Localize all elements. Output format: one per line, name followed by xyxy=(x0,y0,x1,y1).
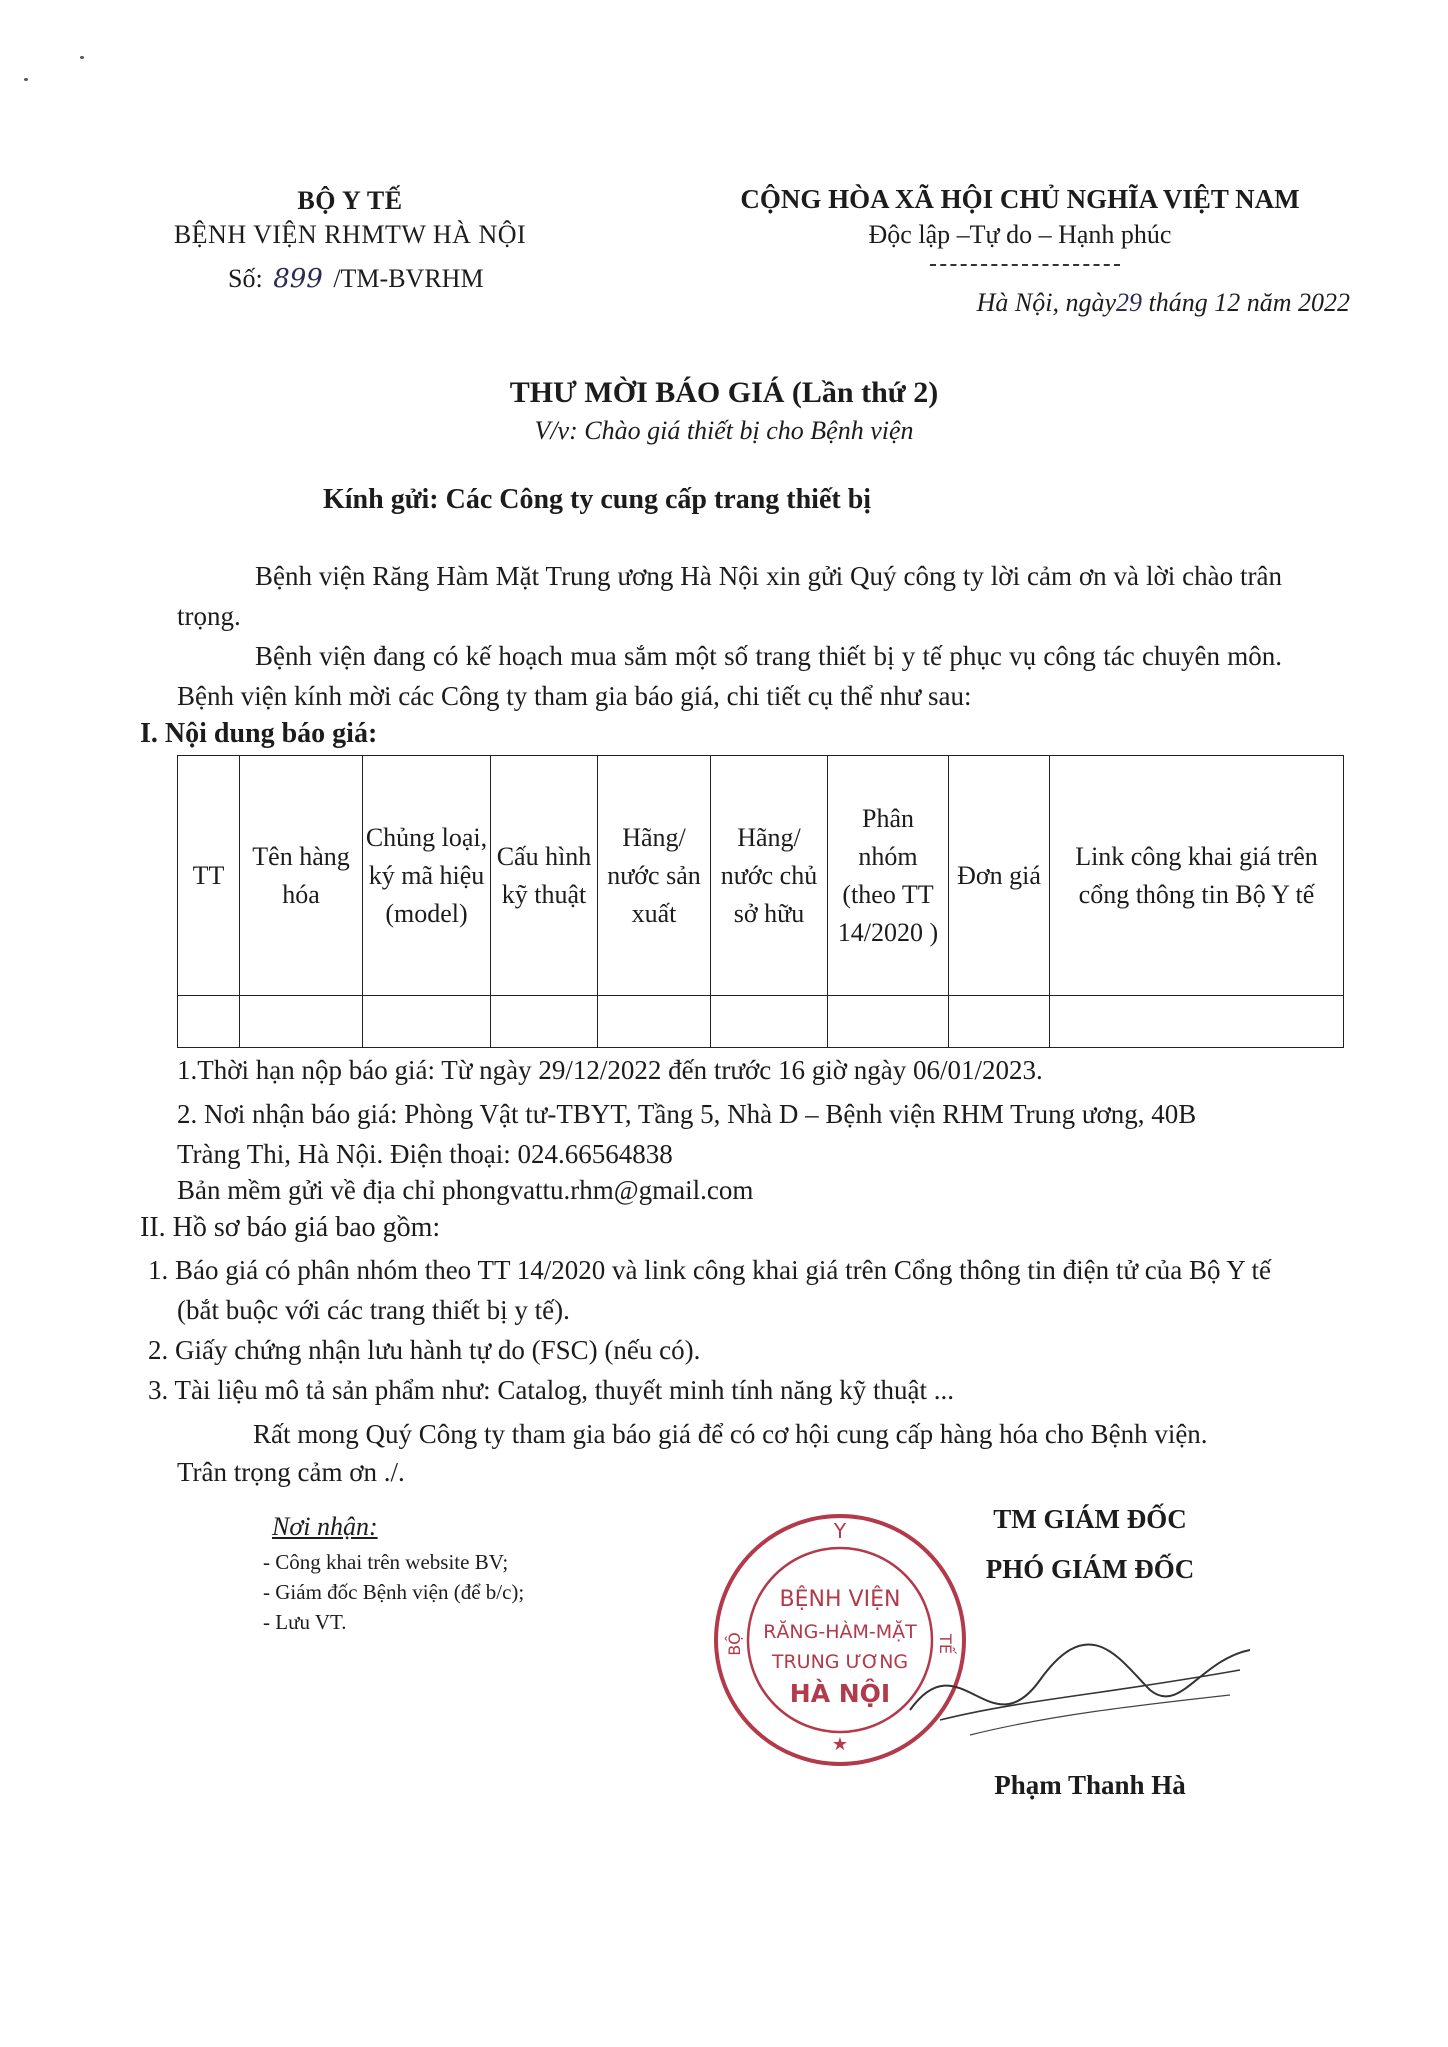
recipient-item: - Giám đốc Bệnh viện (để b/c); xyxy=(263,1580,525,1604)
greeting: Kính gửi: Các Công ty cung cấp trang thiết bị xyxy=(323,484,872,515)
paragraph-thanks: Bệnh viện Răng Hàm Mặt Trung ương Hà Nội xin gửi Quý công ty lời cảm ơn và lời chào trân trọng. xyxy=(177,561,1282,631)
national-motto: Độc lập –Tự do – Hạnh phúc xyxy=(868,220,1172,249)
date-line xyxy=(880,288,1350,318)
quote-table xyxy=(177,755,1344,1048)
doc-no-prefix: Số: xyxy=(228,264,263,293)
table-cell xyxy=(240,996,363,1048)
national-title: CỘNG HÒA XÃ HỘI CHỦ NGHĨA VIỆT NAM xyxy=(740,184,1300,214)
col-header-group: Phân nhóm (theo TT 14/2020 ) xyxy=(828,756,949,996)
date-day-handwritten: 29 xyxy=(1116,288,1142,317)
requirement-2: 2. Giấy chứng nhận lưu hành tự do (FSC) (nếu có). xyxy=(148,1335,701,1365)
table-header-row xyxy=(178,756,1344,996)
signer-name: Phạm Thanh Hà xyxy=(994,1770,1186,1800)
closing-line-2: Trân trọng cảm ơn ./. xyxy=(177,1457,405,1487)
doc-no-suffix: /TM-BVRHM xyxy=(333,264,484,293)
motto-divider xyxy=(930,264,1120,266)
requirement-1-cont: (bắt buộc với các trang thiết bị y tế). xyxy=(177,1295,570,1325)
handwritten-signature xyxy=(900,1600,1260,1750)
col-header-owner: Hãng/ nước chủ sở hữu xyxy=(711,756,828,996)
table-cell xyxy=(363,996,491,1048)
requirement-1: 1. Báo giá có phân nhóm theo TT 14/2020 và link công khai giá trên Cổng thông tin điện tử của Bộ Y tế xyxy=(148,1255,1271,1285)
date-suffix: tháng 12 năm 2022 xyxy=(1148,288,1350,317)
col-header-config: Cấu hình kỹ thuật xyxy=(491,756,598,996)
section-2-heading: II. Hồ sơ báo giá bao gồm: xyxy=(140,1212,441,1243)
agency-ministry: BỘ Y TẾ xyxy=(297,186,403,215)
table-cell xyxy=(828,996,949,1048)
email-line: Bản mềm gửi về địa chỉ phongvattu.rhm@gmail.com xyxy=(177,1175,754,1205)
section-1-heading: I. Nội dung báo giá: xyxy=(140,718,378,749)
paragraph-invitation: Bệnh viện đang có kế hoạch mua sắm một số trang thiết bị y tế phục vụ công tác chuyên môn. Bệnh viện kính mời các Công ty tham gia báo giá, chi tiết cụ thể như sau: xyxy=(177,641,1282,711)
recipients-title: Nơi nhận: xyxy=(272,1512,378,1541)
address-line-2: Tràng Thi, Hà Nội. Điện thoại: 024.66564838 xyxy=(177,1139,673,1169)
col-header-tt: TT xyxy=(178,756,240,996)
requirement-3: 3. Tài liệu mô tả sản phẩm như: Catalog, thuyết minh tính năng kỹ thuật ... xyxy=(148,1375,955,1405)
table-cell xyxy=(711,996,828,1048)
document-title: THƯ MỜI BÁO GIÁ (Lần thứ 2) xyxy=(509,376,939,409)
closing-line-1: Rất mong Quý Công ty tham gia báo giá để có cơ hội cung cấp hàng hóa cho Bệnh viện. xyxy=(253,1419,1208,1449)
table-cell xyxy=(949,996,1050,1048)
agency-hospital: BỆNH VIỆN RHMTW HÀ NỘI xyxy=(173,220,527,249)
signature-title-2: PHÓ GIÁM ĐỐC xyxy=(985,1554,1195,1584)
table-cell xyxy=(178,996,240,1048)
stamp-line-1: BỆNH VIỆN xyxy=(779,1587,901,1612)
col-header-link: Link công khai giá trên cổng thông tin Bộ Y tế xyxy=(1050,756,1344,996)
scan-speck xyxy=(24,78,28,81)
deadline-line: 1.Thời hạn nộp báo giá: Từ ngày 29/12/2022 đến trước 16 giờ ngày 06/01/2023. xyxy=(177,1055,1043,1085)
col-header-manufacturer: Hãng/ nước sản xuất xyxy=(598,756,711,996)
address-line-1: 2. Nơi nhận báo giá: Phòng Vật tư-TBYT, Tầng 5, Nhà D – Bệnh viện RHM Trung ương, 40B xyxy=(177,1099,1197,1129)
stamp-ring-right: TẾ xyxy=(936,1634,955,1654)
document-subtitle: V/v: Chào giá thiết bị cho Bệnh viện xyxy=(534,416,914,445)
signature-title-1: TM GIÁM ĐỐC xyxy=(993,1504,1187,1534)
table-cell xyxy=(598,996,711,1048)
date-prefix: Hà Nội, ngày xyxy=(976,288,1116,317)
col-header-price: Đơn giá xyxy=(949,756,1050,996)
stamp-ring-top: Y xyxy=(833,1519,847,1543)
table-cell xyxy=(1050,996,1344,1048)
table-row xyxy=(178,996,1344,1048)
scan-speck xyxy=(80,56,84,59)
stamp-ring-left: BỘ xyxy=(725,1632,744,1656)
stamp-star-icon: ★ xyxy=(831,1734,849,1755)
col-header-model: Chủng loại, ký mã hiệu (model) xyxy=(363,756,491,996)
recipient-item: - Lưu VT. xyxy=(263,1610,347,1634)
stamp-line-4: HÀ NỘI xyxy=(789,1679,891,1708)
stamp-line-2: RĂNG-HÀM-MẶT xyxy=(763,1621,917,1643)
document-number xyxy=(228,264,484,294)
col-header-name: Tên hàng hóa xyxy=(240,756,363,996)
stamp-line-3: TRUNG ƯƠNG xyxy=(771,1651,909,1673)
recipient-item: - Công khai trên website BV; xyxy=(263,1550,509,1574)
table-cell xyxy=(491,996,598,1048)
doc-no-handwritten: 899 xyxy=(273,264,323,294)
